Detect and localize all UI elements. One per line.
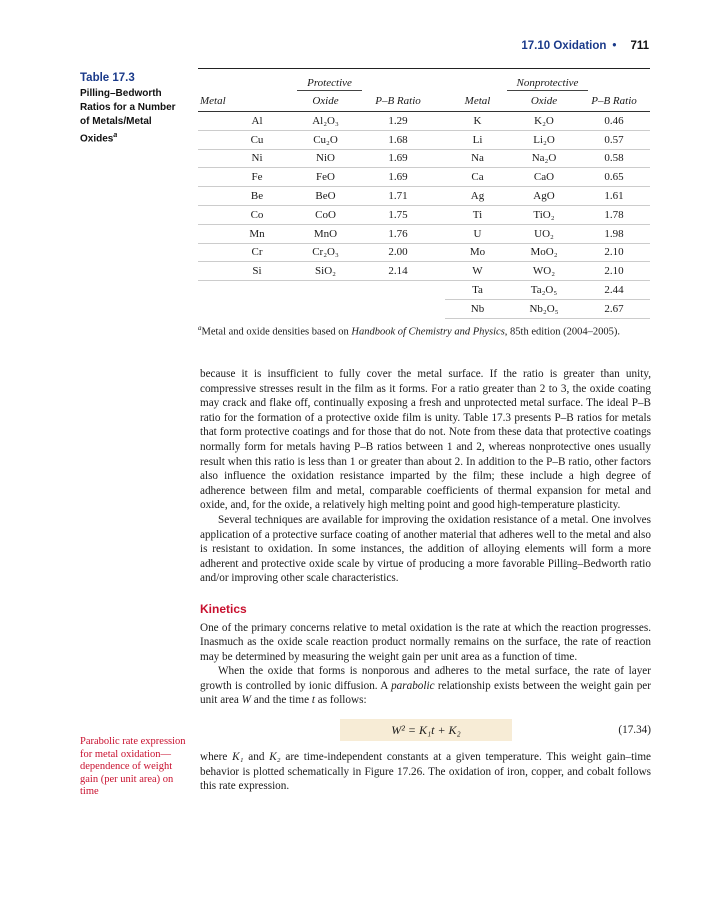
nonprotective-metal-cell: Ca xyxy=(445,168,510,187)
paragraph-2: Several techniques are available for improving the oxidation resistance of a metal. One involves application of a protective surface coating of another material that adheres well to the metal and also is resistant to oxidation. In some instances, the addition of alloying elements will form a more adherent and protective oxide scale by virtue of producing a more favorable Pilling–Bedworth ratio and/or improving other scale characteristics. xyxy=(200,513,651,585)
margin-note: Parabolic rate expression for metal oxidation—dependence of weight gain (per unit area) on time xyxy=(80,736,186,798)
p4-var-t: t xyxy=(311,694,315,707)
nonprotective-oxide-cell: Ta₂O₅ xyxy=(510,281,578,300)
table-row xyxy=(198,130,650,149)
table-caption xyxy=(80,87,185,146)
col-header-metal: Metal xyxy=(198,91,288,112)
protective-metal-cell: Co xyxy=(226,205,288,224)
paragraph-3: One of the primary concerns relative to metal oxidation is the rate at which the reaction progresses. Inasmuch as the oxide scale reaction product normally remains on the surface, the rate of reaction may be determined by measuring the weight gain per unit area as a function of time. xyxy=(200,621,651,663)
table-caption-text: Pilling–Bedworth Ratios for a Number of Metals/Metal Oxides xyxy=(80,88,176,145)
nonprotective-oxide-cell: WO₂ xyxy=(510,262,578,281)
paragraph-5 xyxy=(200,750,651,794)
col-header-oxide-2: Oxide xyxy=(510,91,578,112)
equation-row xyxy=(200,716,651,746)
table-footnote xyxy=(198,322,650,339)
equation-text: W² = K₁t + K₂ xyxy=(391,723,461,738)
protective-oxide-cell: Cr₂O₃ xyxy=(288,243,363,262)
protective-ratio-cell: 1.29 xyxy=(363,112,433,131)
protective-oxide-cell: CoO xyxy=(288,205,363,224)
p5-and: and xyxy=(243,751,270,764)
protective-oxide-cell: MnO xyxy=(288,224,363,243)
protective-ratio-cell: 2.00 xyxy=(363,243,433,262)
col-header-ratio: P–B Ratio xyxy=(363,91,433,112)
caption-footnote-mark: a xyxy=(113,132,118,139)
protective-metal-cell: Be xyxy=(226,187,288,206)
section-title: 17.10 Oxidation xyxy=(521,40,607,52)
protective-oxide-cell: FeO xyxy=(288,168,363,187)
table-row xyxy=(198,262,650,281)
protective-ratio-cell: 1.71 xyxy=(363,187,433,206)
nonprotective-ratio-cell: 2.44 xyxy=(578,281,650,300)
nonprotective-metal-cell: Nb xyxy=(445,299,510,318)
p4-text-c: and the time xyxy=(250,694,312,707)
nonprotective-ratio-cell: 1.61 xyxy=(578,187,650,206)
table-row xyxy=(198,205,650,224)
protective-ratio-cell: 1.75 xyxy=(363,205,433,224)
nonprotective-metal-cell: Mo xyxy=(445,243,510,262)
p5-rest: are time-independent constants at a given temperature. This weight gain–time behavior is plotted schematically in Figure 17.26. The oxidation of iron, copper, and cobalt follows this rate expression. xyxy=(200,751,651,793)
nonprotective-metal-cell: Li xyxy=(445,130,510,149)
table-row xyxy=(198,243,650,262)
footnote-mark: a xyxy=(198,323,202,332)
nonprotective-ratio-cell: 0.58 xyxy=(578,149,650,168)
nonprotective-ratio-cell: 0.57 xyxy=(578,130,650,149)
nonprotective-oxide-cell: K₂O xyxy=(510,112,578,131)
protective-metal-cell: Ni xyxy=(226,149,288,168)
protective-ratio-cell: 2.14 xyxy=(363,262,433,281)
p5-k1: K₁ xyxy=(232,751,244,764)
table-row xyxy=(198,224,650,243)
table-label xyxy=(80,72,185,146)
protective-oxide-cell: NiO xyxy=(288,149,363,168)
col-header-ratio-2: P–B Ratio xyxy=(578,91,650,112)
equation-number: (17.34) xyxy=(618,724,651,737)
protective-metal-cell: Al xyxy=(226,112,288,131)
nonprotective-metal-cell: Ag xyxy=(445,187,510,206)
protective-metal-cell: Cr xyxy=(226,243,288,262)
table-row xyxy=(198,112,650,131)
protective-oxide-cell: BeO xyxy=(288,187,363,206)
nonprotective-oxide-cell: Na₂O xyxy=(510,149,578,168)
nonprotective-oxide-cell: Nb₂O₅ xyxy=(510,299,578,318)
body-text xyxy=(200,367,651,794)
protective-metal-cell: Mn xyxy=(226,224,288,243)
nonprotective-ratio-cell: 2.67 xyxy=(578,299,650,318)
col-header-oxide: Oxide xyxy=(288,91,363,112)
protective-metal-cell: Si xyxy=(226,262,288,281)
nonprotective-oxide-cell: CaO xyxy=(510,168,578,187)
p4-text-a: When the oxide that forms is nonporous and adheres to the metal surface, the rate of layer growth is controlled by ionic diffusion. A xyxy=(200,665,651,692)
p4-var-w: W xyxy=(241,694,251,707)
table-row xyxy=(198,299,650,318)
footnote-text-end: , 85th edition (2004–2005). xyxy=(504,326,620,338)
nonprotective-oxide-cell: UO₂ xyxy=(510,224,578,243)
pb-ratio-table xyxy=(198,68,650,339)
running-head xyxy=(521,40,649,52)
protective-oxide-cell: Cu₂O xyxy=(288,130,363,149)
nonprotective-ratio-cell: 1.78 xyxy=(578,205,650,224)
nonprotective-oxide-cell: MoO₂ xyxy=(510,243,578,262)
paragraph-4 xyxy=(200,664,651,708)
col-header-metal-2: Metal xyxy=(445,91,510,112)
nonprotective-metal-cell: K xyxy=(445,112,510,131)
section-heading: Kinetics xyxy=(200,601,247,616)
column-header-row xyxy=(198,91,650,112)
footnote-source: Handbook of Chemistry and Physics xyxy=(351,326,505,338)
protective-ratio-cell: 1.76 xyxy=(363,224,433,243)
paragraph-1: because it is insufficient to fully cover the metal surface. If the ratio is greater than unity, compressive stresses result in the film as it forms. For a ratio greater than 2 to 3, the oxide coating may crack and flake off, continually exposing a fresh and unprotected metal surface. The ideal P–B ratio for the formation of a protective oxide film is unity. Table 17.3 presents P–B ratios for metals that form protective coatings and for those that do not. Note from these data that protective coatings normally form for metals having P–B ratios between 1 and 2, whereas nonprotective ones usually result when this ratio is less than 1 or greater than about 2. In addition to the P–B ratio, other factors also influence the oxidation resistance imparted by the film; these include a high degree of adherence between film and metal, comparable coefficients of thermal expansion for metal and oxide, and, for the oxide, a relatively high melting point and good high-temperature plasticity. xyxy=(200,368,651,512)
nonprotective-oxide-cell: AgO xyxy=(510,187,578,206)
nonprotective-metal-cell: Na xyxy=(445,149,510,168)
nonprotective-oxide-cell: Li₂O xyxy=(510,130,578,149)
separator-dot: • xyxy=(612,40,617,52)
protective-metal-cell: Cu xyxy=(226,130,288,149)
table-body xyxy=(198,112,650,319)
nonprotective-ratio-cell: 1.98 xyxy=(578,224,650,243)
protective-oxide-cell: Al₂O₃ xyxy=(288,112,363,131)
table-row xyxy=(198,281,650,300)
table-row xyxy=(198,168,650,187)
group-nonprotective: Nonprotective xyxy=(507,77,589,91)
p4-text-b: relationship exists between the weight gain per unit area xyxy=(200,679,651,707)
group-header-row xyxy=(198,69,650,91)
p4-text-d: as follows: xyxy=(314,694,367,707)
nonprotective-metal-cell: W xyxy=(445,262,510,281)
nonprotective-ratio-cell: 0.46 xyxy=(578,112,650,131)
nonprotective-metal-cell: Ta xyxy=(445,281,510,300)
protective-ratio-cell: 1.69 xyxy=(363,168,433,187)
p4-italic: parabolic xyxy=(391,679,435,692)
data-table xyxy=(198,69,650,319)
nonprotective-ratio-cell: 0.65 xyxy=(578,168,650,187)
footnote-text: Metal and oxide densities based on xyxy=(201,326,352,338)
table-row xyxy=(198,187,650,206)
nonprotective-metal-cell: U xyxy=(445,224,510,243)
nonprotective-ratio-cell: 2.10 xyxy=(578,243,650,262)
protective-ratio-cell: 1.69 xyxy=(363,149,433,168)
nonprotective-ratio-cell: 2.10 xyxy=(578,262,650,281)
equation xyxy=(340,719,512,741)
table-row xyxy=(198,149,650,168)
p5-k2: K₂ xyxy=(269,751,281,764)
protective-ratio-cell: 1.68 xyxy=(363,130,433,149)
protective-oxide-cell: SiO₂ xyxy=(288,262,363,281)
page-number: 711 xyxy=(630,40,649,52)
table-number: Table 17.3 xyxy=(80,72,135,84)
nonprotective-metal-cell: Ti xyxy=(445,205,510,224)
protective-metal-cell: Fe xyxy=(226,168,288,187)
p5-where: where xyxy=(200,751,233,764)
group-protective: Protective xyxy=(297,77,362,91)
nonprotective-oxide-cell: TiO₂ xyxy=(510,205,578,224)
